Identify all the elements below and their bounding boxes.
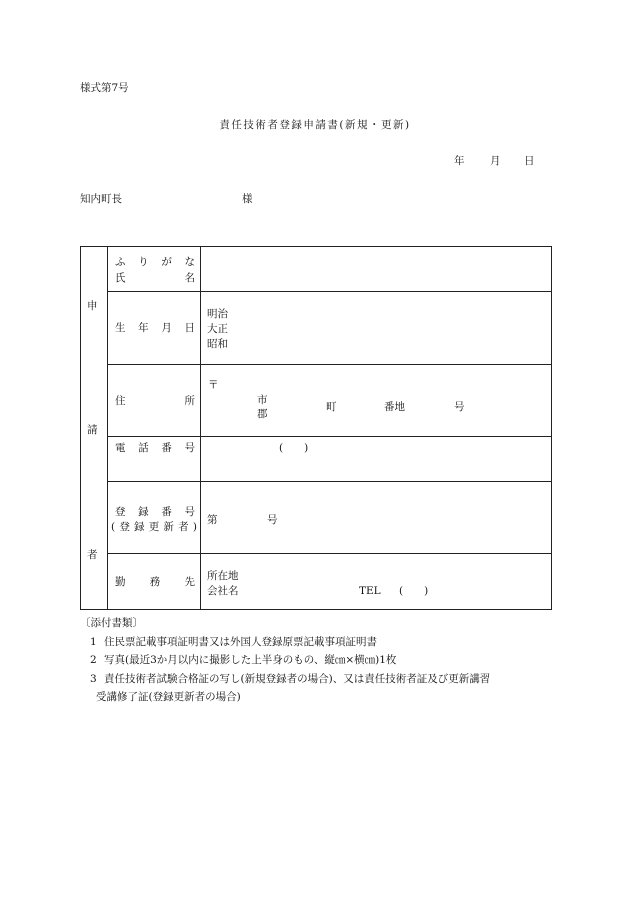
address-town: 町 (326, 401, 337, 413)
address-label: 住 所 (115, 395, 195, 407)
workplace-tel-parens: ( ) (399, 585, 429, 597)
attachment-number: 1 (90, 635, 97, 648)
date-month: 月 (490, 155, 501, 167)
table-hline-2 (107, 364, 551, 365)
application-table (80, 246, 552, 610)
birth-label: 生 年 月 日 (115, 322, 195, 334)
era-taisho: 大正 (207, 323, 228, 335)
attachments-heading: 〔添付書類〕 (80, 617, 143, 629)
attachment-item (80, 651, 560, 670)
postal-mark: 〒 (208, 379, 219, 391)
attachment-text: 住民票記載事項証明書又は外国人登録原票記載事項証明書 (104, 635, 377, 648)
table-vline-2 (200, 247, 201, 609)
date-year: 年 (454, 155, 465, 167)
address-go: 号 (454, 401, 465, 413)
registration-go: 号 (267, 514, 278, 526)
attachment-item (80, 633, 560, 652)
registration-dai: 第 (207, 514, 218, 526)
table-hline-5 (107, 553, 551, 554)
attachment-text: 責任技術者試験合格証の写し(新規登録者の場合)、又は責任技術者証及び更新講習 (104, 672, 491, 685)
form-number: 様式第7号 (80, 82, 129, 94)
phone-parens: ( ) (279, 442, 309, 454)
registration-sublabel: ( 登 録 更 新 者 ) (111, 521, 197, 533)
table-vline-1 (107, 247, 108, 609)
date-day: 日 (524, 155, 535, 167)
attachment-number: 3 (90, 672, 97, 685)
applicant-label-2: 請 (87, 424, 98, 436)
address-county: 郡 (257, 408, 268, 420)
furigana-label: ふ り が な (115, 256, 195, 268)
attachment-text: 写真(最近3か月以内に撮影した上半身のもの、縦㎝×横㎝)1枚 (104, 654, 397, 666)
address-banchi: 番地 (384, 401, 405, 413)
table-hline-1 (107, 291, 551, 292)
workplace-company: 会社名 (207, 585, 239, 597)
name-label: 氏 名 (115, 272, 195, 284)
applicant-label-3: 者 (87, 549, 98, 561)
addressee: 知内町長 (80, 193, 122, 205)
workplace-location: 所在地 (207, 570, 239, 582)
phone-label: 電 話 番 号 (115, 442, 195, 454)
attachments-section (80, 614, 560, 707)
table-hline-3 (107, 436, 551, 437)
attachment-continuation: 受講修了証(登録更新者の場合) (96, 691, 241, 703)
table-hline-4 (107, 481, 551, 482)
era-meiji: 明治 (207, 308, 228, 320)
era-showa: 昭和 (207, 338, 228, 350)
workplace-tel: TEL (359, 585, 381, 597)
applicant-label-1: 申 (87, 300, 98, 312)
registration-label: 登 録 番 号 (115, 506, 195, 518)
workplace-label: 勤 務 先 (115, 576, 195, 588)
attachment-item (80, 670, 560, 689)
honorific: 様 (242, 193, 253, 205)
document-title: 責任技術者登録申請書(新規・更新) (219, 119, 411, 131)
attachment-number: 2 (90, 654, 97, 666)
address-city: 市 (257, 394, 268, 406)
